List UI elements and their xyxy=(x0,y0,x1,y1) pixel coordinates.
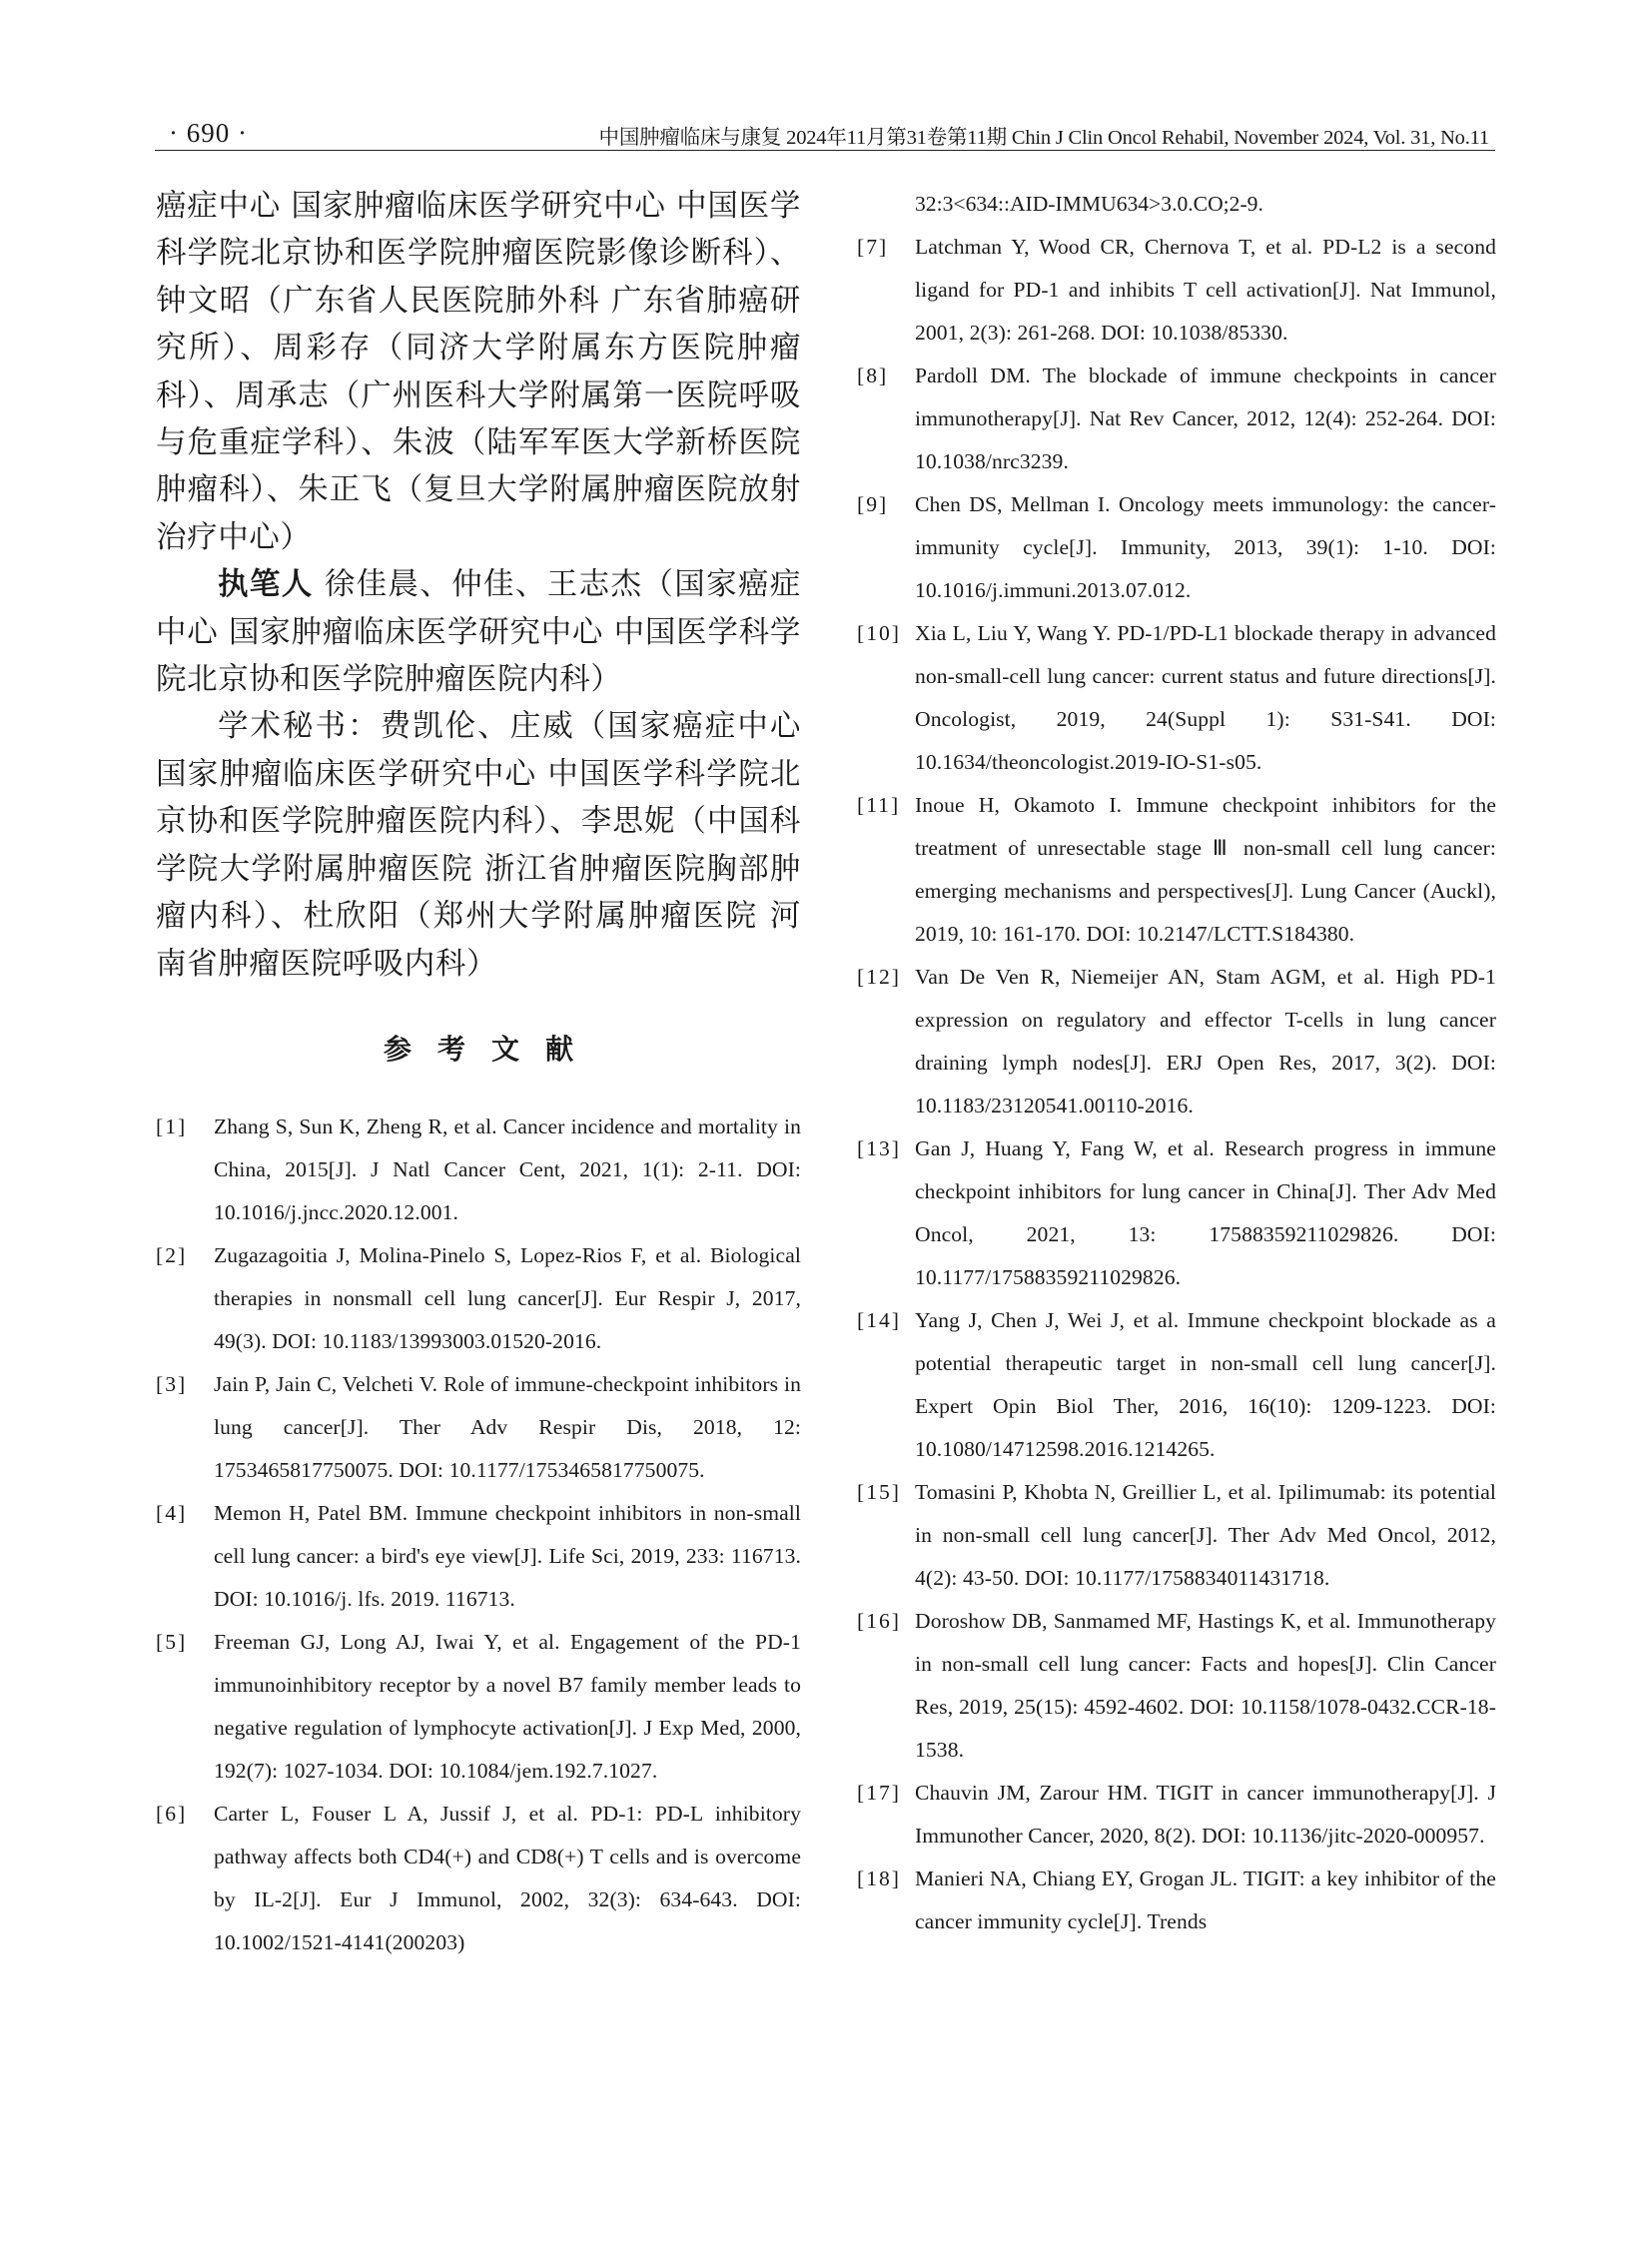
reference-text: Inoue H, Okamoto I. Immune checkpoint inhibitors for the treatment of unresectable stage Ⅲ non-small cell lung cancer: emerging mechanisms and perspectives[J]. Lung Cancer (Auckl), 2019, 10: 161-170. DOI: 10.2147/LCTT.S184380. xyxy=(915,793,1496,946)
reference-number: [9] xyxy=(857,492,889,516)
writers-text: 徐佳晨、仲佳、王志杰（国家癌症中心 国家肿瘤临床医学研究中心 中国医学科学院北京协和医学院肿瘤医院内科） xyxy=(156,567,801,698)
left-column xyxy=(156,183,801,1964)
reference-text: Chauvin JM, Zarour HM. TIGIT in cancer immunotherapy[J]. J Immunother Cancer, 2020, 8(2). DOI: 10.1136/jitc-2020-000957. xyxy=(915,1781,1496,1848)
reference-text: Tomasini P, Khobta N, Greillier L, et al. Ipilimumab: its potential in non-small cell lung cancer[J]. Ther Adv Med Oncol, 2012, 4(2): 43-50. DOI: 10.1177/1758834011431718. xyxy=(915,1480,1496,1590)
reference-text: Yang J, Chen J, Wei J, et al. Immune checkpoint blockade as a potential therapeutic target in non-small cell lung cancer[J]. Expert Opin Biol Ther, 2016, 16(10): 1209-1223. DOI: 10.1080/14712598.2016.1214265. xyxy=(915,1308,1496,1461)
reference-item xyxy=(857,1600,1496,1772)
reference-text: Chen DS, Mellman I. Oncology meets immunology: the cancer-immunity cycle[J]. Immunity, 2013, 39(1): 1-10. DOI: 10.1016/j.immuni.2013.07.012. xyxy=(915,492,1496,602)
reference-number: [18] xyxy=(857,1867,901,1890)
reference-item xyxy=(857,612,1496,784)
running-head: 中国肿瘤临床与康复 2024年11月第31卷第11期 Chin J Clin Oncol Rehabil, November 2024, Vol. 31, No.11 xyxy=(598,127,1489,149)
reference-item xyxy=(156,1106,801,1234)
right-column xyxy=(857,183,1496,1943)
reference-number: [12] xyxy=(857,965,901,989)
reference-item xyxy=(857,226,1496,355)
reference-continuation: 32:3<634::AID-IMMU634>3.0.CO;2-9. xyxy=(915,192,1263,216)
contributors-paragraph: 癌症中心 国家肿瘤临床医学研究中心 中国医学科学院北京协和医学院肿瘤医院影像诊断科）、钟文昭（广东省人民医院肺外科 广东省肺癌研究所）、周彩存（同济大学附属东方医院肿瘤科）、周承志（广州医科大学附属第一医院呼吸与危重症学科）、朱波（陆军军医大学新桥医院肿瘤科）、朱正飞（复旦大学附属肿瘤医院放射治疗中心） xyxy=(156,189,801,555)
reference-text: Doroshow DB, Sanmamed MF, Hastings K, et al. Immunotherapy in non-small cell lung cancer: Facts and hopes[J]. Clin Cancer Res, 2019, 25(15): 4592-4602. DOI: 10.1158/1078-0432.CCR-18-1538. xyxy=(915,1609,1496,1762)
reference-text: Carter L, Fouser L A, Jussif J, et al. PD-1: PD-L inhibitory pathway affects both CD4(+) and CD8(+) T cells and is overcome by IL-2[J]. Eur J Immunol, 2002, 32(3): 634-643. DOI: 10.1002/1521-4141(200203) xyxy=(214,1801,801,1954)
reference-number: [17] xyxy=(857,1781,901,1805)
reference-list-right xyxy=(857,226,1496,1943)
reference-text: Pardoll DM. The blockade of immune checkpoints in cancer immunotherapy[J]. Nat Rev Cancer, 2012, 12(4): 252-264. DOI: 10.1038/nrc3239. xyxy=(915,364,1496,473)
reference-number: [4] xyxy=(156,1500,188,1525)
reference-item xyxy=(156,1234,801,1363)
reference-text: Zhang S, Sun K, Zheng R, et al. Cancer incidence and mortality in China, 2015[J]. J Natl Cancer Cent, 2021, 1(1): 2-11. DOI: 10.1016/j.jncc.2020.12.001. xyxy=(214,1114,801,1224)
reference-text: Freeman GJ, Long AJ, Iwai Y, et al. Engagement of the PD-1 immunoinhibitory receptor by a novel B7 family member leads to negative regulation of lymphocyte activation[J]. J Exp Med, 2000, 192(7): 1027-1034. DOI: 10.1084/jem.192.7.1027. xyxy=(214,1629,801,1783)
reference-text: Gan J, Huang Y, Fang W, et al. Research progress in immune checkpoint inhibitors for lung cancer in China[J]. Ther Adv Med Oncol, 2021, 13: 17588359211029826. DOI: 10.1177/17588359211029826. xyxy=(915,1136,1496,1289)
reference-number: [8] xyxy=(857,364,889,387)
reference-number: [11] xyxy=(857,793,901,817)
reference-text: Memon H, Patel BM. Immune checkpoint inhibitors in non-small cell lung cancer: a bird's eye view[J]. Life Sci, 2019, 233: 116713. DOI: 10.1016/j. lfs. 2019. 116713. xyxy=(214,1500,801,1611)
reference-number: [16] xyxy=(857,1609,901,1633)
reference-text: Xia L, Liu Y, Wang Y. PD-1/PD-L1 blockade therapy in advanced non-small-cell lung cancer: current status and future directions[J]. Oncologist, 2019, 24(Suppl 1): S31-S41. DOI: 10.1634/theoncologist.2019-IO-S1-s05. xyxy=(915,621,1496,774)
reference-number: [7] xyxy=(857,235,889,259)
writers-paragraph xyxy=(156,561,801,703)
reference-item xyxy=(156,1621,801,1793)
reference-number: [13] xyxy=(857,1136,901,1160)
reference-item xyxy=(857,1772,1496,1858)
writers-label: 执笔人 xyxy=(218,566,314,603)
secretary-paragraph: 学术秘书：费凯伦、庄威（国家癌症中心 国家肿瘤临床医学研究中心 中国医学科学院北京协和医学院肿瘤医院内科）、李思妮（中国科学院大学附属肿瘤医院 浙江省肿瘤医院胸部肿瘤内科）、杜欣阳（郑州大学附属肿瘤医院 河南省肿瘤医院呼吸内科） xyxy=(156,709,801,982)
reference-item xyxy=(857,956,1496,1127)
reference-number: [3] xyxy=(156,1371,188,1396)
reference-item xyxy=(857,1299,1496,1471)
reference-item xyxy=(857,483,1496,612)
page-number: · 690 · xyxy=(169,118,248,148)
reference-item xyxy=(857,1858,1496,1943)
reference-item xyxy=(857,1471,1496,1600)
reference-list-left xyxy=(156,1106,801,1964)
reference-text: Zugazagoitia J, Molina-Pinelo S, Lopez-Rios F, et al. Biological therapies in nonsmall cell lung cancer[J]. Eur Respir J, 2017, 49(3). DOI: 10.1183/13993003.01520-2016. xyxy=(214,1242,801,1353)
reference-item xyxy=(156,1363,801,1492)
page-header xyxy=(155,114,1495,151)
reference-text: Latchman Y, Wood CR, Chernova T, et al. PD-L2 is a second ligand for PD-1 and inhibits T cell activation[J]. Nat Immunol, 2001, 2(3): 261-268. DOI: 10.1038/85330. xyxy=(915,235,1496,345)
reference-item xyxy=(156,1492,801,1621)
reference-number: [14] xyxy=(857,1308,901,1332)
reference-item xyxy=(857,784,1496,956)
reference-number: [2] xyxy=(156,1242,188,1267)
references-title: 参考文献 xyxy=(383,1032,599,1066)
reference-item xyxy=(156,1793,801,1964)
reference-text: Van De Ven R, Niemeijer AN, Stam AGM, et al. High PD-1 expression on regulatory and effector T-cells in lung cancer draining lymph nodes[J]. ERJ Open Res, 2017, 3(2). DOI: 10.1183/23120541.00110-2016. xyxy=(915,965,1496,1118)
reference-number: [15] xyxy=(857,1480,901,1504)
reference-number: [1] xyxy=(156,1114,188,1138)
reference-number: [5] xyxy=(156,1629,188,1654)
reference-text: Jain P, Jain C, Velcheti V. Role of immune-checkpoint inhibitors in lung cancer[J]. Ther Adv Respir Dis, 2018, 12: 1753465817750075. DOI: 10.1177/1753465817750075. xyxy=(214,1371,801,1482)
reference-text: Manieri NA, Chiang EY, Grogan JL. TIGIT: a key inhibitor of the cancer immunity cycle[J]. Trends xyxy=(915,1867,1496,1933)
reference-number: [10] xyxy=(857,621,901,645)
reference-item xyxy=(857,1127,1496,1299)
reference-number: [6] xyxy=(156,1801,188,1826)
reference-item xyxy=(857,355,1496,483)
